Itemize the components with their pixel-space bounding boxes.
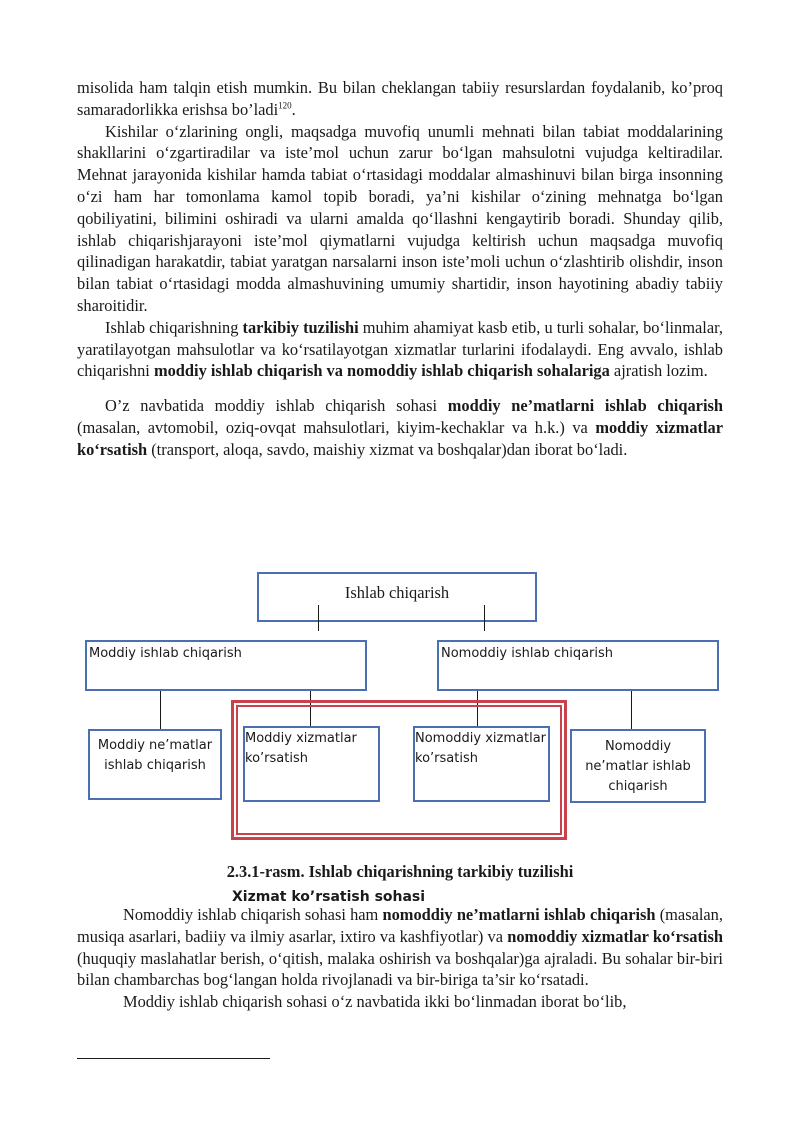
footnote-separator	[77, 1058, 270, 1059]
diagram-leaf-2	[243, 726, 380, 802]
diagram-right-label: Nomoddiy ishlab chiqarish	[441, 646, 614, 661]
paragraph-3: Ishlab chiqarishning tarkibiy tuzilishi muhim ahamiyat kasb etib, u turli sohalar, bo‘linmalar, yaratilayotgan mahsulotlar va ko‘rsatilayotgan xizmatlar turlarini ifodalaydi. Eng avvalo, ishlab chiqarishni moddiy ishlab chiqarish va nomoddiy ishlab chiqarish sohalariga ajratish lozim.	[77, 317, 723, 381]
connector-root-left	[318, 605, 319, 631]
diagram-left-box	[85, 640, 367, 691]
footnote-ref: 120	[278, 100, 292, 111]
diagram-right-box	[437, 640, 719, 691]
body-text-bottom	[77, 904, 723, 1013]
connector-right-leaf4	[631, 691, 632, 729]
leaf-3-label: Nomoddiy xizmatlar ko’rsatish	[415, 731, 547, 766]
figure-caption: 2.3.1-rasm. Ishlab chiqarishning tarkibiy tuzilishi	[226, 862, 574, 881]
diagram-root-box	[257, 572, 537, 622]
connector-left-leaf1	[160, 691, 161, 729]
diagram-left-label: Moddiy ishlab chiqarish	[89, 646, 242, 661]
diagram-leaf-1	[88, 729, 222, 800]
paragraph-1: misolida ham talqin etish mumkin. Bu bilan cheklangan tabiiy resurslardan foydalanib, ko’proq samaradorlikka erishsa bo’ladi$^{120}$.	[77, 78, 723, 119]
paragraph-4: O’z navbatida moddiy ishlab chiqarish sohasi moddiy ne’matlarni ishlab chiqarish (masalan, avtomobil, oziq-ovqat mahsulotlari, kiyim-kechaklar va h.k.) va moddiy xizmatlar ko‘rsatish (transport, aloqa, savdo, maishiy xizmat va boshqalar)dan iborat bo‘ladi.	[77, 396, 723, 459]
leaf-1-label: Moddiy ne’matlar ishlab chiqarish	[97, 738, 213, 773]
leaf-2-label: Moddiy xizmatlar ko’rsatish	[245, 731, 357, 766]
figure-subcaption: Xizmat ko’rsatish sohasi	[232, 889, 426, 905]
leaf-4-label: Nomoddiy ne’matlar ishlab chiqarish	[585, 739, 691, 794]
diagram-root-label: Ishlab chiqarish	[344, 583, 450, 602]
diagram-leaf-4	[570, 729, 706, 803]
paragraph-2: Kishilar o‘zlarining ongli, maqsadga muvofiq unumli mehnati bilan tabiat moddalarining shakllarini o‘zgartiradilar va iste’mol uchun zarur bo‘lgan mahsulotni vujudga keltiradilar. Mehnat jarayonida kishilar hamda tabiat o‘rtasidagi moddalar almashinuvi bilan birga insonning o‘zi ham har tomonlama kamol topib boradi, ya’ni kishilar o‘zining mehnatga bo‘lgan qobiliyatini, bilimini oshiradi va ularni amalda qo‘llashni kengaytirib boradi. Shunday qilib, ishlab chiqarishjarayoni iste’mol qiymatlarni vujudga keltirish uchun maqsadga muvofiq qilinadigan harakatdir, tabiat yaratgan narsalarni inson iste’moli uchun o‘zlashtirib olishdir, inson bilan tabiat o‘rtasidagi modda almashuvining umumiy shartidir, inson hayotining abadiy tabiiy sharoitidir.	[77, 121, 723, 315]
diagram-leaf-3	[413, 726, 550, 802]
connector-root-right	[484, 605, 485, 631]
paragraph-6: Moddiy ishlab chiqarish sohasi o‘z navbatida ikki bo‘linmadan iborat bo‘lib,	[123, 992, 627, 1012]
body-text-top	[77, 77, 723, 461]
paragraph-5: Nomoddiy ishlab chiqarish sohasi ham nomoddiy ne’matlarni ishlab chiqarish (masalan, musiqa asarlari, badiiy va ilmiy asarlar, ixtiro va kashfiyotlar) va nomoddiy xizmatlar ko‘rsatish (huquqiy maslahatlar berish, o‘qitish, malaka oshirish va boshqalar)ga ajraladi. Bu sohalar bir-biri bilan chambarchas bog‘langan holda rivojlanadi va bir-biriga ta’sir ko‘rsatadi.	[77, 905, 723, 990]
